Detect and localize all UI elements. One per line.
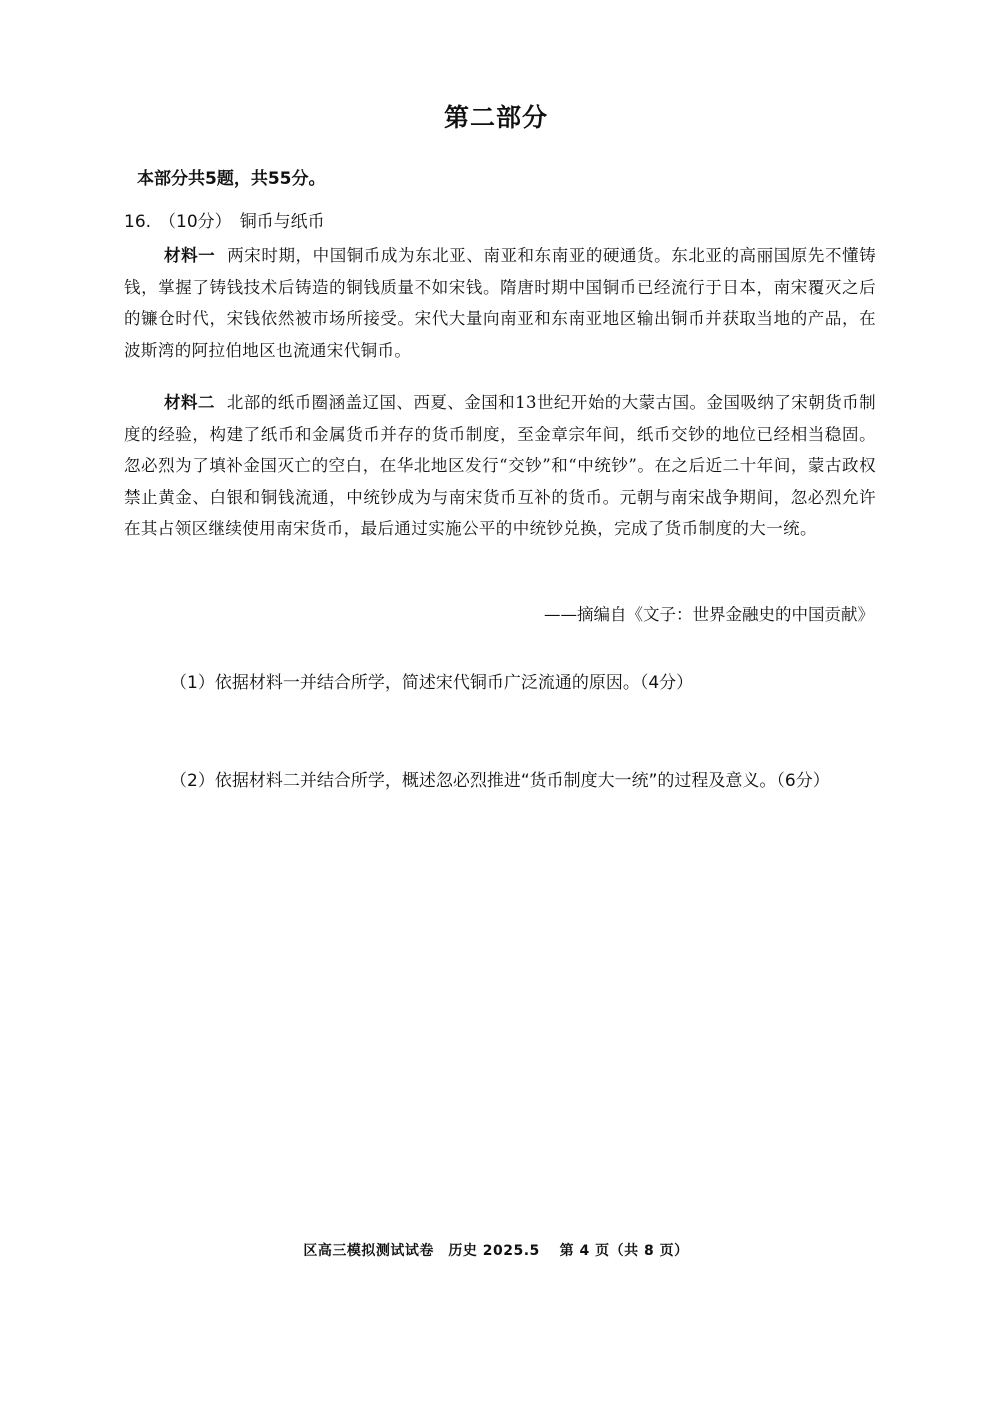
material-source: ——摘编自《文子：世界金融史的中国贡献》	[544, 605, 874, 624]
question-header	[124, 207, 333, 232]
section-title: 第二部分	[443, 103, 548, 132]
material-two-label: 材料二	[164, 393, 215, 412]
material-one	[124, 240, 876, 366]
sub-question-2: （2）依据材料二并结合所学，概述忽必烈推进“货币制度大一统”的过程及意义。（6分）	[170, 771, 830, 791]
material-two	[124, 387, 876, 545]
page-footer: 区高三模拟测试试卷 历史 2025.5 第 4 页（共 8 页）	[303, 1243, 689, 1259]
material-two-text: 北部的纸币圈涵盖辽国、西夏、金国和13世纪开始的大蒙古国。金国吸纳了宋朝货币制度的经验，构建了纸币和金属货币并存的货币制度，至金章宗年间，纸币交钞的地位已经相当稳固。忽必烈为了填补金国灭亡的空白，在华北地区发行“交钞”和“中统钞”。在之后近二十年间，蒙古政权禁止黄金、白银和铜钱流通，中统钞成为与南宋货币互补的货币。元朝与南宋战争期间，忽必烈允许在其占领区继续使用南宋货币，最后通过实施公平的中统钞兑换，完成了货币制度的大一统。	[124, 393, 876, 538]
question-number: 16.	[124, 212, 152, 232]
question-score: （10分）	[159, 212, 232, 232]
question-topic: 铜币与纸币	[239, 212, 325, 232]
sub-question-1: （1）依据材料一并结合所学，简述宋代铜币广泛流通的原因。（4分）	[170, 673, 694, 693]
material-one-text: 两宋时期，中国铜币成为东北亚、南亚和东南亚的硬通货。东北亚的高丽国原先不懂铸钱，掌握了铸钱技术后铸造的铜钱质量不如宋钱。隋唐时期中国铜币已经流行于日本，南宋覆灭之后的镰仓时代，宋钱依然被市场所接受。宋代大量向南亚和东南亚地区输出铜币并获取当地的产品，在波斯湾的阿拉伯地区也流通宋代铜币。	[124, 246, 876, 360]
section-intro: 本部分共5题，共55分。	[137, 169, 326, 189]
material-one-label: 材料一	[164, 246, 216, 265]
